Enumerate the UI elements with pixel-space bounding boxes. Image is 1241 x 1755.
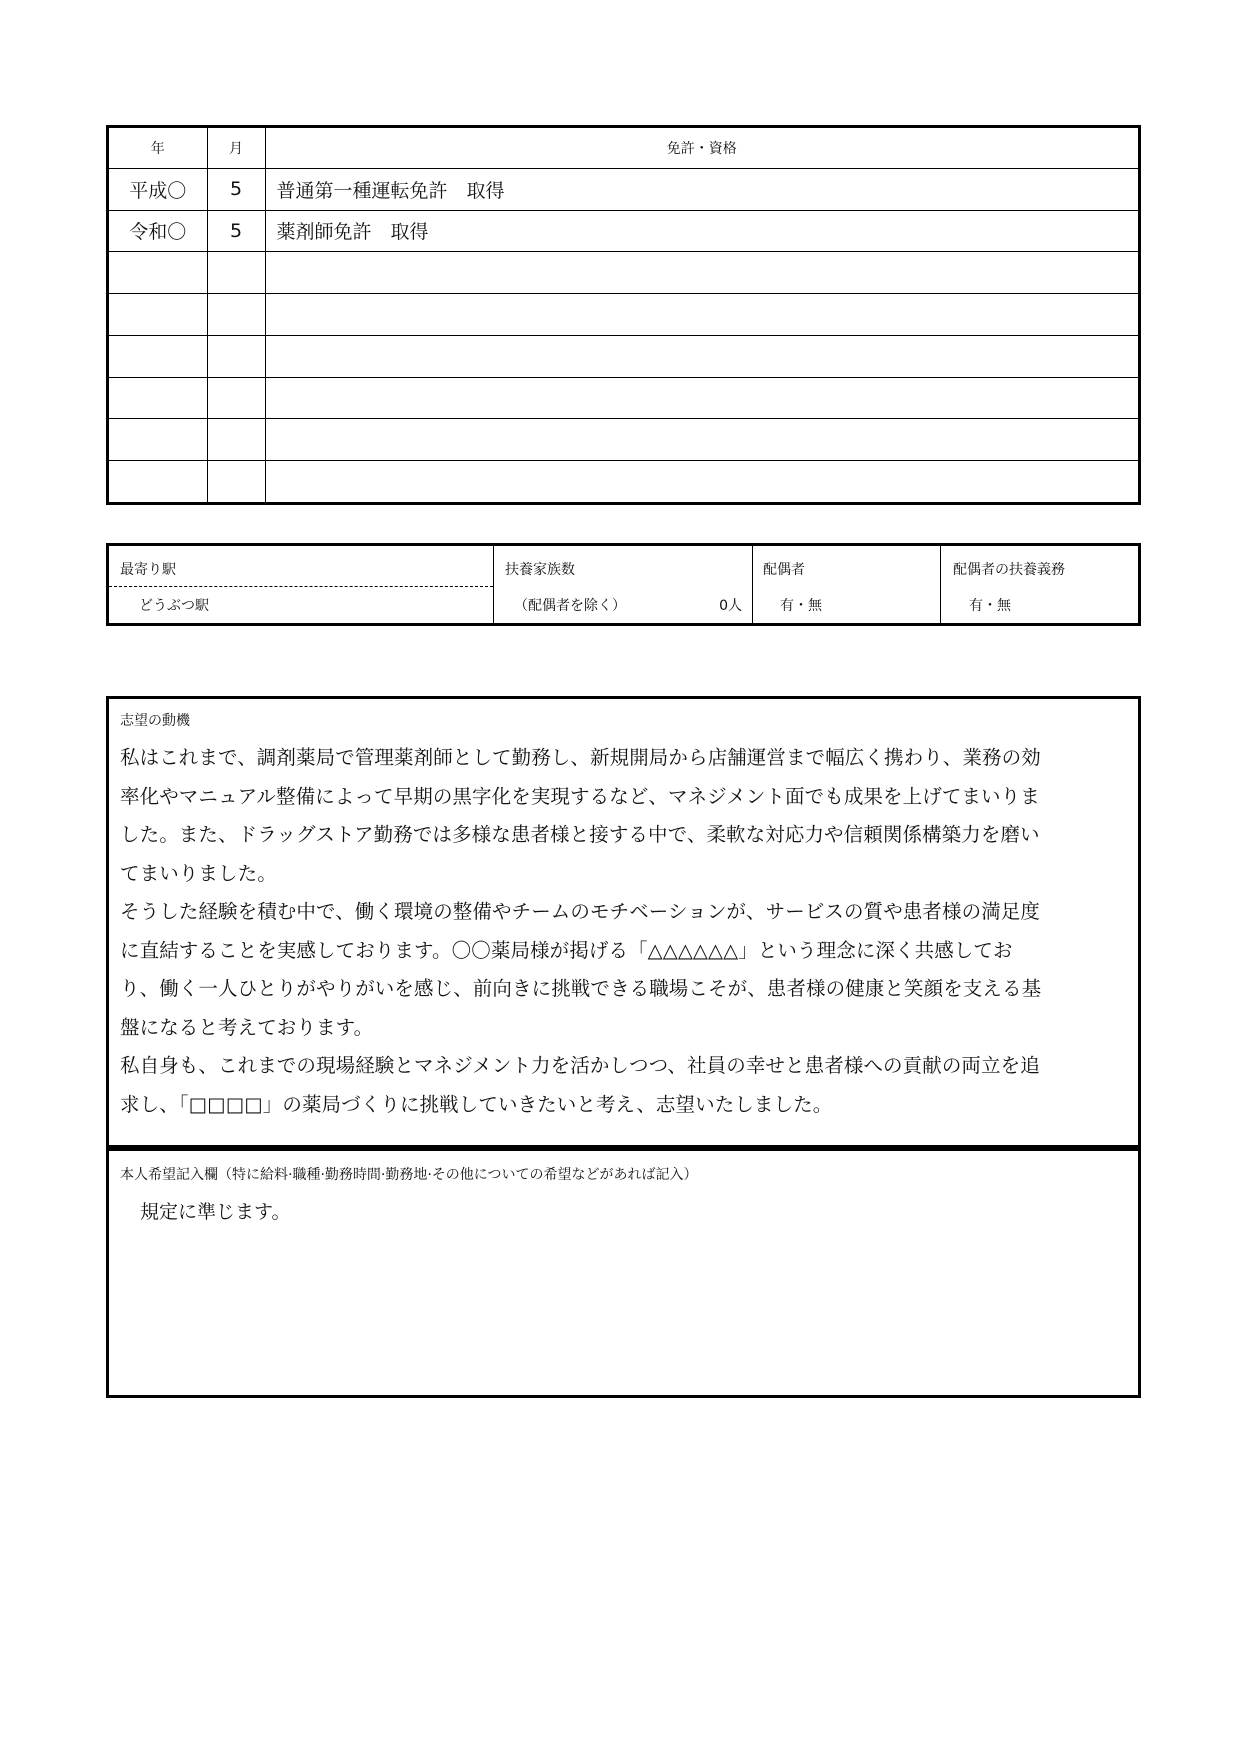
personal-wish-text[interactable]: 規定に準じます。 [140,1201,291,1223]
month-cell[interactable] [207,377,265,419]
year-cell[interactable] [109,461,207,502]
dependents-count[interactable]: 0人 [719,598,742,614]
year-cell[interactable]: 令和〇 [109,210,207,252]
license-cell[interactable] [265,419,1138,461]
table-row [109,335,1138,377]
motivation-text[interactable] [120,739,1132,1124]
personal-info-table [106,543,1141,626]
header-year: 年 [109,128,207,168]
year-cell[interactable] [109,252,207,294]
spouse-support-cell [940,546,1138,623]
motivation-line: てまいりました。 [120,861,277,885]
license-cell[interactable] [265,335,1138,377]
table-row [109,294,1138,336]
nearest-station-label: 最寄り駅 [120,562,176,578]
month-cell[interactable] [207,294,265,336]
license-cell[interactable] [265,377,1138,419]
dependents-label: 扶養家族数 [505,562,575,578]
motivation-line: 求し、「□□□□」の薬局づくりに挑戦していきたいと考え、志望いたしました。 [120,1092,833,1116]
motivation-section [106,696,1141,1148]
year-cell[interactable] [109,419,207,461]
license-grid [109,128,1138,502]
month-cell[interactable]: 5 [207,210,265,252]
dependents-cell [493,546,752,623]
month-cell[interactable] [207,461,265,502]
license-cell[interactable]: 普通第一種運転免許 取得 [265,168,1138,210]
motivation-line: 盤になると考えております。 [120,1015,374,1039]
motivation-line: した。また、ドラッグストア勤務では多様な患者様と接する中で、柔軟な対応力や信頼関係構築力を磨い [120,823,1040,846]
motivation-title: 志望の動機 [120,713,190,729]
personal-wish-section [106,1148,1141,1398]
year-cell[interactable]: 平成〇 [109,168,207,210]
motivation-line: に直結することを実感しております。〇〇薬局様が掲げる「△△△△△△」という理念に深く共感してお [120,938,1013,962]
motivation-line: 率化やマニュアル整備によって早期の黒字化を実現するなど、マネジメント面でも成果を上げてまいりま [120,784,1040,808]
table-row [109,168,1138,210]
license-cell[interactable] [265,294,1138,336]
nearest-station-cell [109,546,493,623]
spouse-label: 配偶者 [763,562,805,578]
license-cell[interactable] [265,461,1138,502]
motivation-line: そうした経験を積む中で、働く環境の整備やチームのモチベーションが、サービスの質や患者様の満足度 [120,900,1041,923]
license-cell[interactable]: 薬剤師免許 取得 [265,210,1138,252]
spouse-support-value[interactable]: 有・無 [969,598,1011,614]
motivation-line: り、働く一人ひとりがやりがいを感じ、前向きに挑戦できる職場こそが、患者様の健康と笑顔を支える基 [120,977,1042,1000]
table-row [109,252,1138,294]
month-cell[interactable] [207,419,265,461]
month-cell[interactable]: 5 [207,168,265,210]
motivation-line: 私はこれまで、調剤薬局で管理薬剤師として勤務し、新規開局から店舗運営まで幅広く携わり、業務の効 [120,746,1041,769]
dependents-note: （配偶者を除く） [514,598,626,614]
motivation-line: 私自身も、これまでの現場経験とマネジメント力を活かしつつ、社員の幸せと患者様への貢献の両立を追 [120,1054,1040,1077]
year-cell[interactable] [109,294,207,336]
header-month: 月 [207,128,265,168]
month-cell[interactable] [207,335,265,377]
spouse-cell [752,546,940,623]
spouse-value[interactable]: 有・無 [780,598,822,614]
year-cell[interactable] [109,335,207,377]
table-row [109,210,1138,252]
table-row [109,461,1138,502]
license-header-row [109,128,1138,168]
year-cell[interactable] [109,377,207,419]
dashed-divider [109,586,493,587]
table-row [109,377,1138,419]
license-cell[interactable] [265,252,1138,294]
table-row [109,419,1138,461]
header-license: 免許・資格 [265,128,1138,168]
month-cell[interactable] [207,252,265,294]
personal-wish-title: 本人希望記入欄（特に給料·職種·勤務時間·勤務地·その他についての希望などがあれば記入） [120,1167,698,1183]
license-table [106,125,1141,505]
spouse-support-label: 配偶者の扶養義務 [953,562,1065,578]
nearest-station-value[interactable]: どうぶつ駅 [139,598,209,614]
